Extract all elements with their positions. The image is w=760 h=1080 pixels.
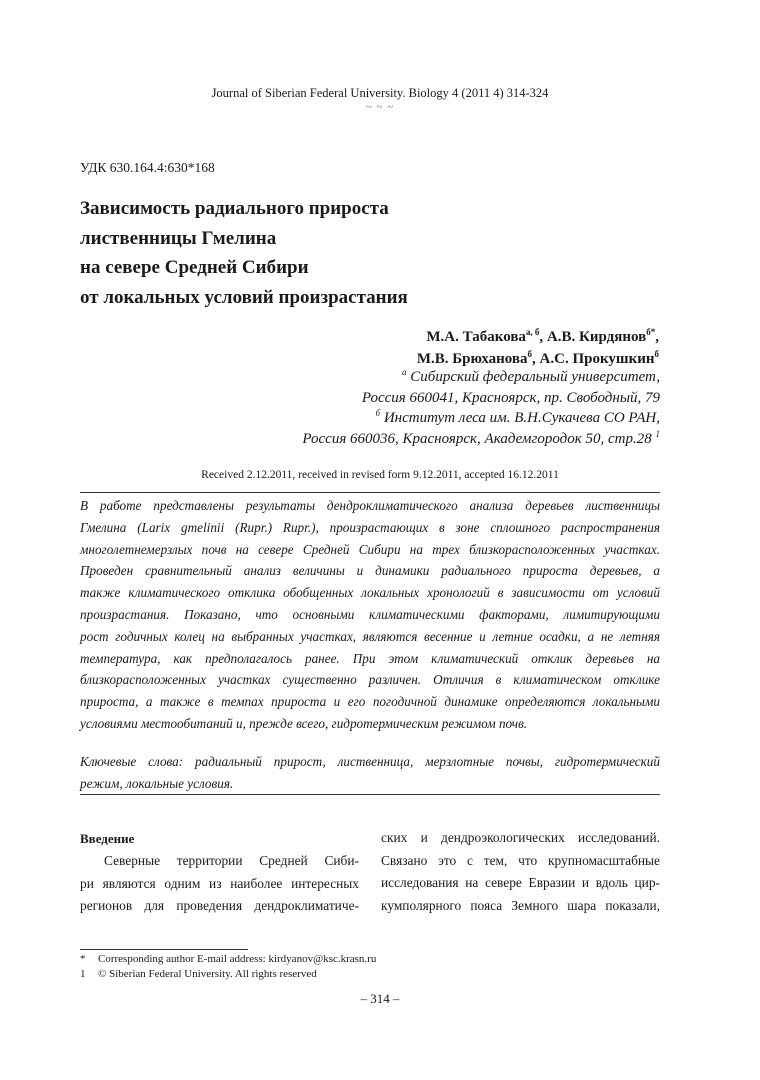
journal-header: Journal of Siberian Federal University. Biology 4 (2011 4) 314-324	[211, 86, 549, 100]
title-line: от локальных условий произрастания	[80, 286, 408, 308]
footnote	[80, 953, 376, 965]
author-separator: ,	[655, 329, 659, 345]
author-affiliation-mark: б	[654, 349, 659, 359]
footnote-text: © Siberian Federal University. All rights reserved	[98, 968, 317, 980]
affiliation-mark: а	[402, 367, 407, 377]
affiliation-line: Россия 660041, Красноярск, пр. Свободный, 79	[361, 389, 660, 406]
affiliations	[302, 367, 660, 449]
body-line: ских и дендроэкологических исследований.	[381, 830, 660, 845]
body-line: регионов для проведения дендроклиматиче-	[80, 898, 359, 913]
abstract-line: рост годичных колец на выбранных участках, являются весенние и летние осадки, а не летняя	[80, 628, 660, 644]
section-heading-introduction: Введение	[80, 831, 135, 846]
footnote	[80, 968, 317, 980]
title-line: на севере Средней Сибири	[80, 257, 309, 278]
footnote-mark: *	[80, 953, 86, 965]
keywords-line: Ключевые слова: радиальный прирост, лиственница, мерзлотные почвы, гидротермический	[80, 754, 660, 769]
body-line: исследования на севере Евразии и вдоль цир-	[381, 875, 660, 890]
affiliation-mark: б	[375, 408, 381, 418]
author-name: , А.С. Прокушкин	[532, 351, 655, 367]
author-affiliation-mark: а, б	[525, 327, 540, 337]
article-title	[80, 194, 640, 312]
received-dates: Received 2.12.2011, received in revised form 9.12.2011, accepted 16.12.2011	[201, 469, 559, 481]
body-column-right	[381, 827, 660, 917]
abstract-line: Гмелина (Larix gmelinii (Rupr.) Rupr.), произрастающих в зоне сплошного распространения	[80, 519, 660, 535]
keywords-line: режим, локальные условия.	[80, 775, 234, 791]
abstract-line: В работе представлены результаты дендроклиматического анализа деревьев лиственницы	[80, 498, 660, 513]
abstract-line: Проведен сравнительный анализ величины и динамики радиального прироста деревьев, а	[80, 563, 660, 579]
body-line: кумполярного пояса Земного шара показали,	[381, 897, 660, 913]
author-name: М.В. Брюханова	[416, 351, 528, 367]
affiliation-org: Институт леса им. В.Н.Сукачева СО РАН,	[383, 410, 660, 426]
abstract-top-rule	[80, 492, 660, 493]
abstract-line: температура, как предполагалось ранее. При этом климатический отклик деревьев на	[80, 650, 660, 666]
body-line: Северные территории Средней Сиби-	[104, 853, 359, 868]
body-column-left	[80, 850, 359, 918]
keywords	[80, 751, 660, 795]
title-line: лиственницы Гмелина	[80, 227, 277, 249]
affiliation-line	[302, 429, 660, 450]
abstract-line: прироста, а также в темпах прироста и его погодичной динамике определяются локальными	[80, 694, 660, 710]
title-line: Зависимость радиального прироста	[80, 198, 389, 219]
header-ornament: ~ ~ ~	[365, 101, 395, 113]
affiliation-org: Сибирский федеральный университет,	[410, 369, 660, 385]
abstract-bottom-rule	[80, 794, 660, 795]
body-line: Связано это с тем, что крупномасштабные	[381, 852, 660, 868]
abstract	[80, 495, 660, 735]
footnote-ref: 1	[655, 428, 660, 439]
abstract-line: произрастания. Показано, что основными климатическими факторами, лимитирующими	[80, 606, 660, 622]
footnote-mark: 1	[80, 968, 86, 980]
author-list	[417, 326, 659, 370]
abstract-line: близкорасположенных участках существенно различен. Отличия в климатическом отклике	[80, 672, 660, 688]
abstract-line: многолетнемерзлых почв на севере Средней Сибири на трех близкорасположенных участках.	[80, 541, 660, 557]
abstract-line: условиями местообитаний и, прежде всего, гидротермическим режимом почв.	[80, 715, 528, 731]
udk-code: УДК 630.164.4:630*168	[80, 160, 215, 175]
affiliation-line	[302, 367, 660, 388]
author-name: , А.В. Кирдянов	[539, 329, 647, 345]
author-line	[417, 326, 659, 348]
page-number: – 314 –	[360, 991, 400, 1006]
abstract-line: также климатического отклика обобщенных локальных хронологий в зависимости от условий	[80, 585, 660, 601]
footnote-text: Corresponding author E-mail address: kirdyanov@ksc.krasn.ru	[98, 953, 377, 965]
body-line: ри являются одним из наиболее интересных	[80, 875, 359, 891]
author-affiliation-mark: б*	[646, 327, 656, 337]
footnote-rule	[80, 949, 248, 950]
author-affiliation-mark: б	[527, 349, 533, 359]
author-name: М.А. Табакова	[426, 329, 526, 345]
affiliation-address: Россия 660036, Красноярск, Академгородок 50, стр.28	[302, 430, 652, 447]
affiliation-line	[302, 408, 660, 429]
